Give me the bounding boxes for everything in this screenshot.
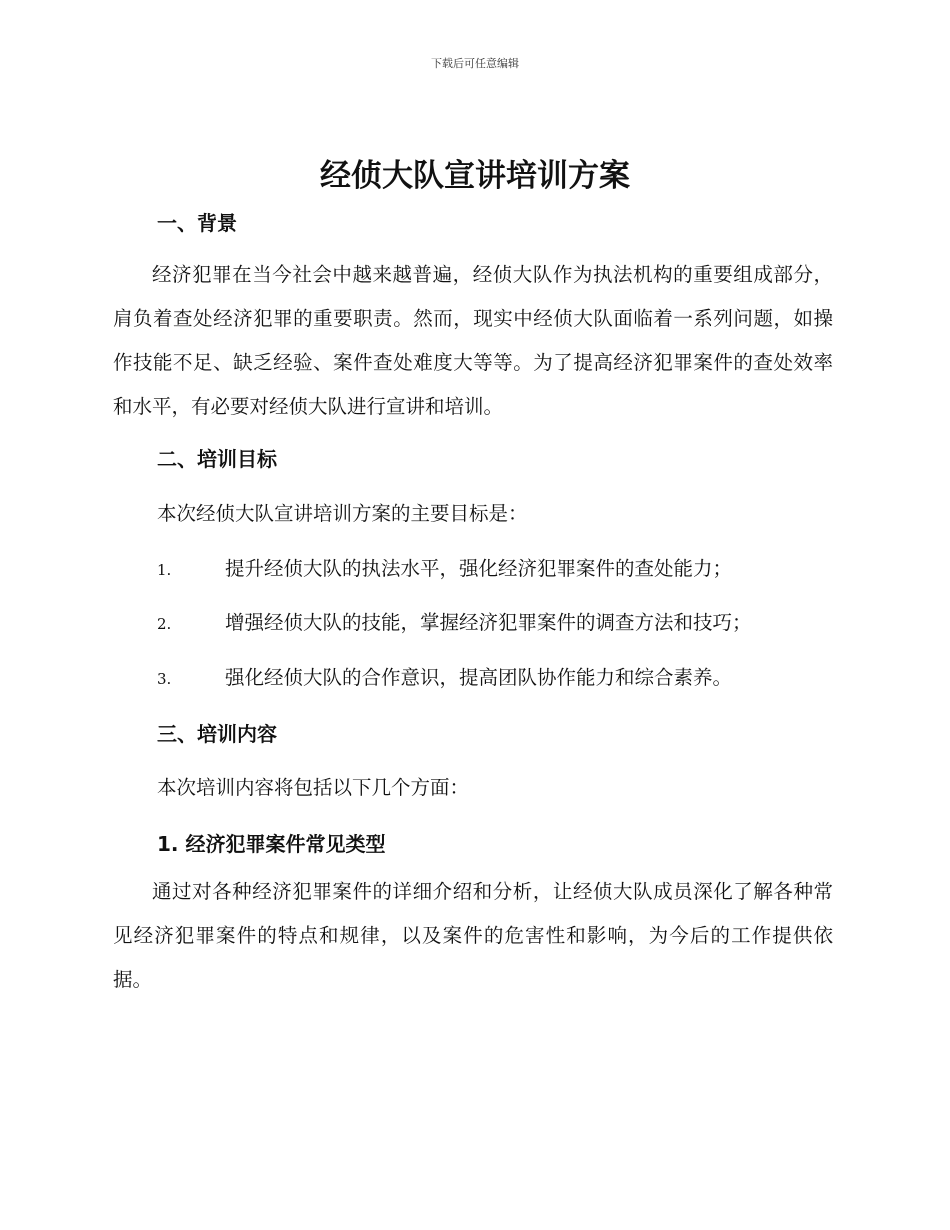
goals-intro: 本次经侦大队宣讲培训方案的主要目标是：: [157, 502, 528, 525]
goal-item-number: 2.: [157, 615, 172, 633]
content-paragraph: 通过对各种经济犯罪案件的详细介绍和分析，让经侦大队成员深化了解各种常见经济犯罪案件的特点和规律，以及案件的危害性和影响，为今后的工作提供依据。: [113, 880, 833, 991]
goal-item-number: 3.: [157, 670, 172, 688]
goal-item-1: [157, 553, 837, 581]
content-intro: 本次培训内容将包括以下几个方面：: [157, 776, 470, 799]
page-header-note: 下载后可任意编辑: [431, 57, 519, 70]
goal-item-text: 强化经侦大队的合作意识，提高团队协作能力和综合素养。: [225, 666, 733, 689]
section-heading-goals: 二、培训目标: [157, 447, 277, 471]
content-subheading: 1. 经济犯罪案件常见类型: [157, 832, 386, 856]
goal-item-text: 提升经侦大队的执法水平，强化经济犯罪案件的查处能力；: [225, 557, 733, 580]
goal-item-number: 1.: [157, 561, 172, 579]
goal-item-text: 增强经侦大队的技能，掌握经济犯罪案件的调查方法和技巧；: [225, 611, 752, 634]
goal-item-2: [157, 607, 837, 635]
section-heading-background: 一、背景: [157, 211, 237, 235]
document-title: 经侦大队宣讲培训方案: [320, 158, 630, 194]
background-paragraph: 经济犯罪在当今社会中越来越普遍，经侦大队作为执法机构的重要组成部分，肩负着查处经济犯罪的重要职责。然而，现实中经侦大队面临着一系列问题，如操作技能不足、缺乏经验、案件查处难度大等等。为了提高经济犯罪案件的查处效率和水平，有必要对经侦大队进行宣讲和培训。: [113, 263, 833, 418]
section-heading-content: 三、培训内容: [157, 722, 277, 746]
goal-item-3: [157, 662, 837, 690]
